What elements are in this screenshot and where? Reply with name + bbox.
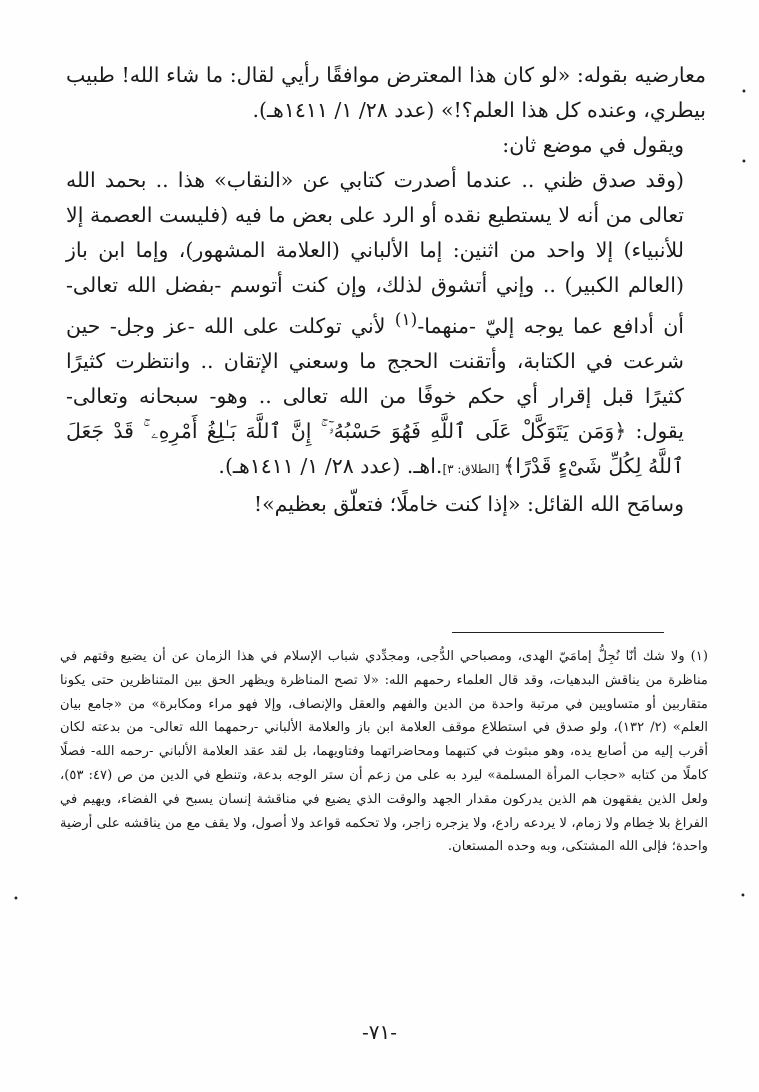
quote-part-1: (وقد صدق ظني .. عندما أصدرت كتابي عن «النقاب» هذا .. بحمد الله تعالى من أنه لا يستطيع نقده أو الرد على بعض ما فيه (فليست العصمة إلا للأنبياء) إلا واحد من اثنين: إما الألباني (العلامة المشهور)، وإما ابن باز (العالم الكبير) .. وإني أتشوق لذلك، وإن كنت أتوسم -بفضل الله تعالى- أن أدافع عما يوجه إليّ -منهما-	[66, 168, 684, 338]
quote-part-3: .اهـ. (عدد ٢٨/ ١/ ١٤١١هـ).	[218, 453, 443, 478]
main-text	[66, 58, 706, 522]
margin-dot-mark: •	[13, 894, 19, 905]
page-number: -٧١-	[361, 1020, 397, 1044]
footnote-marker: (١)	[394, 310, 418, 330]
margin-dot-mark: •	[741, 87, 747, 98]
footnote-1: (١) ولا شك أنّا نُجِلُّ إمامَيّ الهدى، ومصباحي الدُّجى، ومجدِّدي شباب الإسلام في هذا الزمان عن أن يضيع وقتهم في مناظرة من يناقش البدهيات، وقد قال العلماء رحمهم الله: «لا تصح المناظرة ويظهر الحق بين المتناظرين حتى يكونا متقاربين أو متساويين في مرتبة واحدة من الدين والفهم والعقل والإنصاف، وإلا فهو مراء ومكابرة» من «جامع بيان العلم» (٢/ ١٣٢)، ولو صدق في استطلاع موقف العلامة ابن باز والعلامة الألباني -رحمهما الله تعالى- من بدعته لكان أقرب إليه من أصابع يده، وهو مبثوث في كتبهما ومحاضراتهما وفتاويهما، بل لقد عقد العلامة الألباني -رحمه الله- فصلًا كاملًا من كتابه «حجاب المرأة المسلمة» ليرد به على من زعم أن ستر الوجه بدعة، وتنطع في الدين من ص (٤٧: ٥٣)، ولعل الذين يفقهون هم الذين يدركون مقدار الجهد والوقت الذي يضيع في مناقشة إنسان يسبح في الفضاء، ويهيم في الفراغ بلا خِطام ولا زمام، لا يردعه رادع، ولا يزجره زاجر، ولا تحكمه قواعد ولا أصول، ولا يقف مع من يناقشه على أرضية واحدة؛ فإلى الله المشتكى، وبه وحده المستعان.	[60, 649, 709, 855]
paragraph-1: معارضيه بقوله: «لو كان هذا المعترض موافقًا رأيي لقال: ما شاء الله! طبيب بيطري، وعنده كل هذا العلم؟!» (عدد ٢٨/ ١/ ١٤١١هـ).	[66, 63, 706, 122]
quote-part-2: لأني توكلت على الله -عز وجل- حين شرعت في الكتابة، وأتقنت الحجج ما وسعني الإتقان .. وانتظرت كثيرًا كثيرًا قبل إقرار أي حكم خوفًا من الله تعالى .. وهو- سبحانه وتعالى- يقول:	[66, 313, 685, 443]
paragraph-3	[66, 163, 706, 487]
paragraph-2: ويقول في موضع ثان:	[502, 133, 684, 157]
footnotes	[60, 645, 708, 859]
footnote-separator	[452, 632, 664, 633]
margin-dot-mark: •	[741, 157, 747, 168]
paragraph-4: وسامَح الله القائل: «إذا كنت خاملًا؛ فتعلّق بعظيم»!	[253, 491, 684, 516]
margin-dot-mark: •	[740, 891, 746, 902]
quran-verse: ﴿وَمَن يَتَوَكَّلْ عَلَى ٱللَّهِ فَهُوَ حَسْبُهُۥٓ ۚ إِنَّ ٱللَّهَ بَـٰلِغُ أَمْرِهِۦ ۚ قَدْ جَعَلَ ٱللَّهُ لِكُلِّ شَىْءٍ قَدْرًا﴾	[66, 418, 684, 478]
verse-reference: [الطلاق: ٣]	[442, 461, 504, 476]
